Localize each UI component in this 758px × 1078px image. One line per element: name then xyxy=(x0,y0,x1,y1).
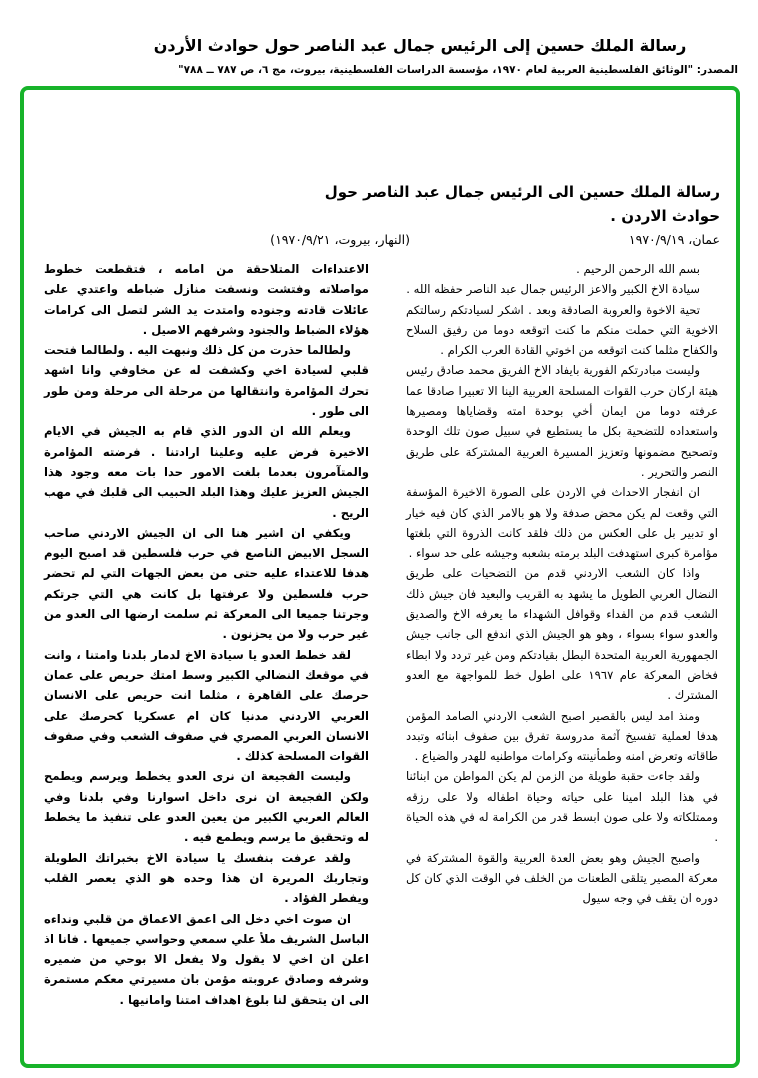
paragraph: الاعتداءات المتلاحقة من امامه ، فتقطعت خطوط مواصلاته وفتشت ونسفت منازل ضباطه واعتدي على عائلات قادته وجنوده وامتدت يد الشر لتصل الى كرامات هؤلاء الضباط والجنود وشرفهم الاصيل . xyxy=(44,262,369,337)
paragraph: واذا كان الشعب الاردني قدم من التضحيات على طريق النضال العربي الطويل ما يشهد به القريب والبعيد فان جيش ذلك الشعب قدم من الفداء وقوافل الشهداء ما يعرفه الاخ والصديق والعدو سواء بسواء ، وهو هو الجيش الذي اندفع الى جانب جيش الجمهورية العربية المتحدة البطل بقيادتكم ومن غير تردد ولا ابطاء فخاض المعركة عام ١٩٦٧ على اطول خط للمواجهة مع العدو المشترك . xyxy=(406,566,718,703)
letter-title: رسالة الملك حسين الى الرئيس جمال عبد الناصر حول حوادث الاردن . xyxy=(324,183,720,225)
paragraph: ان انفجار الاحداث في الاردن على الصورة الاخيرة المؤسفة التي وقعت لم يكن محض صدفة ولا هو بالامر الذي كان فيه خيار او تدبير بل على العكس من ذلك فلقد كانت الذروة التي بلغتها مؤامرة كبرى استهدفت البلد برمته بشعبه وجيشه على حد سواء . xyxy=(406,485,718,561)
paragraph: ومنذ امد ليس بالقصير اصبح الشعب الاردني الصامد المؤمن هدفا لعملية تفسيخ آثمة مدروسة تفرق بين صفوف ابنائه وتبدد طاقاته وتعرض امنه وطمأنينته وكرامات مواطنيه للهدر والضياع . xyxy=(406,708,718,764)
letter-dateline: عمان، ١٩٧٠/٩/١٩ xyxy=(628,232,720,247)
paragraph: وليست الفجيعة ان نرى العدو يخطط ويرسم ويطمح ولكن الفجيعة ان نرى داخل اسوارنا وفي بلدنا وفي العالم العربي الكبير من يعين العدو على تنفيذ ما يخطط له وتحقيق ما يرسم ويطمع فيه . xyxy=(44,769,369,845)
paragraph: تحية الاخوة والعروبة الصادقة وبعد . اشكر لسيادتكم رسالتكم الاخوية التي حملت منكم ما كنت اتوقعه دوما من رفيق السلاح والكفاح مثلما كنت اتوقعه من اخوتي القادة العرب الكرام . xyxy=(406,302,718,358)
paragraph: ولقد عرفت بنفسك يا سيادة الاخ بخبراتك الطويلة وتجاربك المريرة ان هذا وحده هو الذي يعصر القلب ويفطر الفؤاد . xyxy=(44,850,369,906)
paragraph: واصبح الجيش وهو بعض العدة العربية والقوة المشتركة في معركة المصير يتلقى الطعنات من الخلف في الوقت الذي كان كل دوره ان يقف في وجه سيول xyxy=(406,850,718,906)
paragraph: بسم الله الرحمن الرحيم . xyxy=(576,262,700,276)
paragraph: وليست مبادرتكم الفورية بايفاد الاخ الفريق محمد صادق رئيس هيئة اركان حرب القوات المسلحة العربية الينا الا تعبيرا صادقا عما عرفته دوما من ايمان أخي بوحدة امته وقضاياها ومصيرها واستعداده للتضحية بكل ما يستطيع في سبيل صون تلك الوحدة وتصحيح مضمونها وتعزيز المسيرة العربية المشتركة على طريق النصر والتحرير . xyxy=(406,363,718,479)
paragraph: ولقد جاءت حقبة طويلة من الزمن لم يكن المواطن من ابنائنا في هذا البلد امينا على حياته وحياة اطفاله ولا على رزقه وممتلكاته ولا على صون ابسط قدر من الكرامة له في هذه الحياة . xyxy=(406,769,718,845)
page-header-title: رسالة الملك حسين إلى الرئيس جمال عبد الناصر حول حوادث الأردن xyxy=(153,36,687,55)
paragraph: سيادة الاخ الكبير والاعز الرئيس جمال عبد الناصر حفظه الله . xyxy=(406,282,700,297)
paragraph: ان صوت اخي دخل الى اعمق الاعماق من قلبي ونداءه الباسل الشريف ملأ علي سمعي وحواسي جميعها . فانا اذ اعلن ان اخي لا يقول ولا يفعل الا بوحي من ضميره وشرفه وصادق عروبته مؤمن بان مسيرتي معكم مستمرة الى ان يتحقق لنا بلوغ اهداف امتنا وامانيها . xyxy=(44,911,369,1007)
left-text-column xyxy=(44,259,369,1010)
letter-source-reference: (النهار، بيروت، ١٩٧٠/٩/٢١) xyxy=(270,232,410,247)
right-text-column xyxy=(406,259,718,909)
paragraph: لقد خطط العدو يا سيادة الاخ لدمار بلدنا وامتنا ، وانت في موقعك النضالي الكبير وسط امتك حريص على عمان حرصك على القاهرة ، مثلما انت حريص على الانسان العربي الاردني مدنيا كان ام عسكريا كحرصك على الانسان العربي المصري في صفوف الشعب وفي صفوف القوات المسلحة كذلك . xyxy=(44,647,369,764)
source-citation: المصدر: "الوثائق الفلسطينية العربية لعام ١٩٧٠، مؤسسة الدراسات الفلسطينية، بيروت، مج ٦، ص ٧٨٧ ــ ٧٨٨" xyxy=(178,64,738,76)
paragraph: ويعلم الله ان الدور الذي قام به الجيش في الايام الاخيرة فرض عليه وعلينا ارادتنا . فرضته المؤامرة والمتآمرون بعدما بلغت الامور حدا بات معه وجود هذا الجيش العزيز عليك وهذا البلد الحبيب الى قلبك في مهب الريح . xyxy=(44,424,369,520)
paragraph: ولطالما حذرت من كل ذلك ونبهت اليه . ولطالما فتحت قلبي لسيادة اخي وكشفت له عن مخاوفي وانا اشهد تحرك المؤامرة وانتقالها من مرحلة الى مرحلة ومن طور الى طور . xyxy=(44,343,369,419)
paragraph: ويكفي ان اشير هنا الى ان الجيش الاردني صاحب السجل الابيض الناصع في حرب فلسطين قد اصبح اليوم هدفا للاعتداء عليه حتى من بعض الجهات التي لم تحضر حرب فلسطين ولا عرفتها بل كانت هي التي جرتكم وجرتنا جميعا الى المعركة ثم سلمت ارضها الى العدو من غير حرب ولا من يحزنون . xyxy=(44,525,369,642)
